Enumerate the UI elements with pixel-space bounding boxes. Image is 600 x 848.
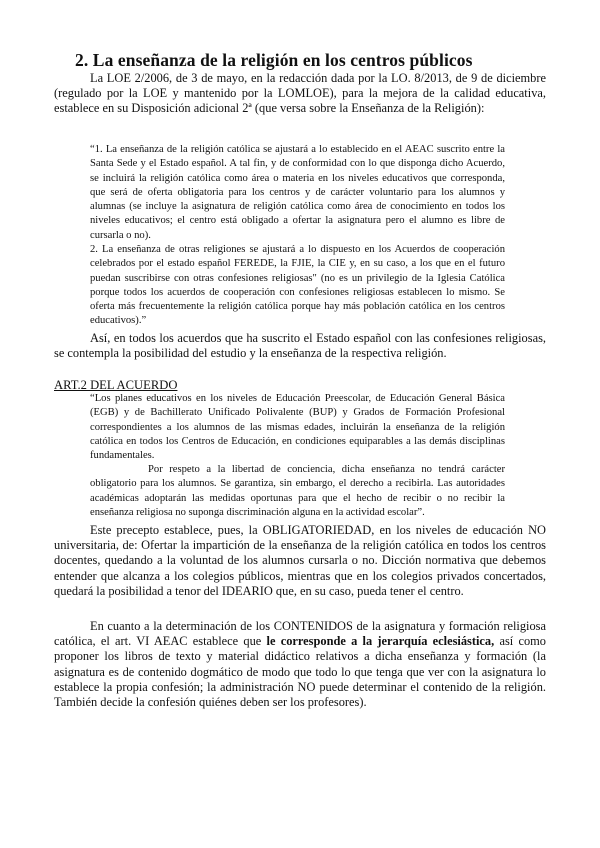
contenidos-bold-phrase: le corresponde a la jerarquía eclesiástica, — [266, 634, 495, 649]
intro-paragraph: La LOE 2/2006, de 3 de mayo, en la redacción dada por la LO. 8/2013, de 9 de diciembre (regulado por la LOE y mantenido por la LOMLOE), para la mejora de la calidad educativa, establece en su Disposición adicional 2ª (que versa sobre la Enseñanza de la Religión): — [54, 71, 546, 116]
quote-acuerdo-2: Por respeto a la libertad de conciencia, dicha enseñanza no tendrá carácter obligatorio para los alumnos. Se garantiza, sin embargo, el derecho a recibirla. Las autoridades académicas adoptarán las medidas oportunas para que el hecho de recibir o no recibir la enseñanza religiosa no suponga discriminación alguna en la actividad escolar”. — [90, 464, 505, 518]
section-heading: ART.2 DEL ACUERDO — [54, 378, 178, 392]
quote-acuerdo-1: “Los planes educativos en los niveles de Educación Preescolar, de Educación General Básica (EGB) y de Bachillerato Unificado Polivalente (BUP) y Grados de Formación Profesional correspondientes a los alumnos de las mismas edades, incluirán la enseñanza de la religión católica en todos los Centros de Educación, en condiciones equiparables a las demás disciplinas fundamentales. — [90, 393, 505, 462]
contenidos-text-start: En cuanto a la determinación de los CONTENIDOS de la asignatura y formación religiosa católica, el art. VI AEAC establece que — [54, 619, 546, 649]
contenidos-text-end: así como proponer los libros de texto y material didáctico relativos a dicha enseñanza y formación (la asignatura es de contenido dogmático de modo que todo lo que tenga que ver con la asignatura lo establece la propia confesión; la administración NO puede determinar el contenido de la religión. También decide la confesión quiénes deben ser los profesores). — [54, 634, 546, 710]
contenidos-paragraph — [54, 619, 546, 710]
page-title: 2. La enseñanza de la religión en los centros públicos — [75, 50, 473, 70]
quote-disposicion-2: 2. La enseñanza de otras religiones se ajustará a lo dispuesto en los Acuerdos de cooperación celebrados por el estado español FEREDE, la FJIE, la CIE y, en su caso, a los que en el futuro puedan suscribirse con otras confesiones religiosas" (no es un privilegio de la Iglesia Católica porque todos los acuerdos de cooperación con confesiones religiosas establecen lo mismo. Se oferta más frecuentemente la religión católica porque hay más población católica en los centros educativos).” — [90, 244, 505, 327]
summary-paragraph: Así, en todos los acuerdos que ha suscrito el Estado español con las confesiones religiosas, se contempla la posibilidad del estudio y la enseñanza de la respectiva religión. — [54, 331, 546, 361]
quote-disposicion-1: “1. La enseñanza de la religión católica se ajustará a lo establecido en el AEAC suscrito entre la Santa Sede y el Estado español. A tal fin, y de conformidad con lo que disponga dicho Acuerdo, se incluirá la religión católica como área o materia en los niveles educativos que corresponda, que será de oferta obligatoria para los centros y de carácter voluntario para los alumnos y alumnas (se incluye la asignatura de religión católica como área de conocimiento en todos los niveles educativos; el centro está obligado a ofertar la asignatura pero el alumno es libre de cursarla o no). — [90, 144, 505, 241]
obligatoriedad-paragraph: Este precepto establece, pues, la OBLIGATORIEDAD, en los niveles de educación NO universitaria, de: Ofertar la impartición de la enseñanza de la religión católica en todos los centros docentes, quedando a la voluntad de los alumnos cursarla o no. Dicción normativa que debemos entender que alcanza a los colegios públicos, mientras que en los colegios privados concertados, quedará la posibilidad a tenor del IDEARIO que, en su caso, pueda tener el centro. — [54, 523, 546, 598]
